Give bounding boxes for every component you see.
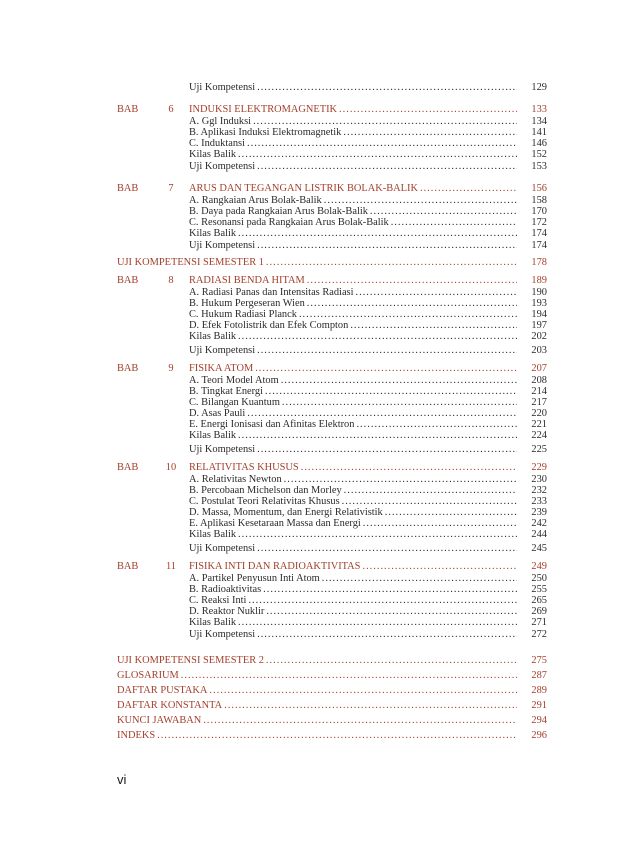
dot-leader: [257, 240, 517, 251]
dot-leader: [266, 654, 517, 668]
toc-entry-title: C. Resonansi pada Rangkaian Arus Bolak-Balik: [189, 217, 389, 228]
dot-leader: [265, 386, 517, 397]
toc-entry-title: B. Hukum Pergeseran Wien: [189, 298, 305, 309]
chapter-number: 10: [165, 462, 177, 473]
dot-leader: [266, 256, 517, 270]
dot-leader: [299, 309, 517, 320]
toc-page-number: 239: [531, 507, 547, 518]
dot-leader: [157, 729, 517, 743]
dot-leader: [362, 560, 517, 574]
toc-entry-title: Uji Kompetensi: [189, 82, 256, 93]
dot-leader: [301, 461, 517, 475]
toc-entry-title: A. Partikel Penyusun Inti Atom: [189, 573, 320, 584]
toc-page-number: 272: [531, 629, 547, 640]
toc-page-number: 217: [531, 397, 547, 408]
toc-subsection-row: [0, 474, 638, 485]
toc-entry-title: Kilas Balik: [189, 149, 237, 160]
chapter-number: 6: [168, 104, 174, 115]
dot-leader: [257, 444, 517, 455]
toc-subsection-row: [0, 375, 638, 386]
dot-leader: [322, 573, 517, 584]
toc-subsection-row: [0, 331, 638, 342]
toc-page-number: 221: [531, 419, 547, 430]
dot-leader: [181, 669, 517, 683]
toc-subsection-row: [0, 485, 638, 496]
toc-entry-title: Kilas Balik: [189, 617, 237, 628]
dot-leader: [224, 699, 517, 713]
toc-entry-title: C. Induktansi: [189, 138, 245, 149]
toc-section-row: [0, 714, 638, 728]
dot-leader: [253, 116, 517, 127]
toc-page-number: 153: [531, 161, 547, 172]
toc-page-number: 197: [531, 320, 547, 331]
toc-entry-title: C. Bilangan Kuantum: [189, 397, 280, 408]
toc-page-number: 233: [531, 496, 547, 507]
chapter-number: 8: [168, 275, 174, 286]
toc-subsection-row: [0, 138, 638, 149]
dot-leader: [257, 543, 517, 554]
dot-leader: [324, 195, 517, 206]
dot-leader: [282, 397, 517, 408]
toc-page-number: 208: [531, 375, 547, 386]
toc-page-number: 158: [531, 195, 547, 206]
toc-page-number: 242: [531, 518, 547, 529]
toc-subsection-row: [0, 595, 638, 606]
toc-entry-title: E. Aplikasi Kesetaraan Massa dan Energi: [189, 518, 361, 529]
toc-entry-title: INDUKSI ELEKTROMAGNETIK: [189, 104, 338, 115]
toc-entry-title: Uji Kompetensi: [189, 240, 256, 251]
toc-entry-title: B. Tingkat Energi: [189, 386, 263, 397]
chapter-number: 7: [168, 183, 174, 194]
toc-subsection-row: [0, 430, 638, 441]
dot-leader: [238, 430, 517, 441]
toc-subsection-row: [0, 127, 638, 138]
toc-entry-title: ARUS DAN TEGANGAN LISTRIK BOLAK-BALIK: [189, 183, 418, 194]
toc-chapter-row: [0, 103, 638, 117]
toc-subsection-row: [0, 206, 638, 217]
toc-page-number: 250: [531, 573, 547, 584]
toc-entry-title: D. Efek Fotolistrik dan Efek Compton: [189, 320, 349, 331]
toc-entry-title: A. Relativitas Newton: [189, 474, 282, 485]
toc-section-row: [0, 684, 638, 698]
toc-entry-title: DAFTAR KONSTANTA: [117, 700, 223, 711]
toc-entry-title: B. Radioaktivitas: [189, 584, 262, 595]
toc-entry-title: RELATIVITAS KHUSUS: [189, 462, 299, 473]
toc-entry-title: FISIKA ATOM: [189, 363, 254, 374]
chapter-label: BAB: [117, 104, 139, 115]
toc-page-number: 245: [531, 543, 547, 554]
toc-entry-title: B. Aplikasi Induksi Elektromagnetik: [189, 127, 342, 138]
dot-leader: [266, 606, 517, 617]
toc-subsection-row: [0, 397, 638, 408]
toc-page-number: 146: [531, 138, 547, 149]
toc-subsection-row: [0, 82, 638, 93]
dot-leader: [248, 595, 517, 606]
dot-leader: [391, 217, 517, 228]
toc-subsection-row: [0, 320, 638, 331]
toc-entry-title: A. Rangkaian Arus Bolak-Balik: [189, 195, 322, 206]
toc-entry-title: A. Teori Model Atom: [189, 375, 279, 386]
toc-entry-title: C. Reaksi Inti: [189, 595, 247, 606]
toc-chapter-row: [0, 560, 638, 574]
toc-page-number: 296: [531, 730, 547, 741]
toc-page-number: 214: [531, 386, 547, 397]
toc-section-row: [0, 654, 638, 668]
toc-subsection-row: [0, 195, 638, 206]
toc-entry-title: Uji Kompetensi: [189, 161, 256, 172]
dot-leader: [307, 298, 517, 309]
toc-entry-title: RADIASI BENDA HITAM: [189, 275, 305, 286]
toc-page-number: 190: [531, 287, 547, 298]
toc-entry-title: A. Radiasi Panas dan Intensitas Radiasi: [189, 287, 354, 298]
toc-entry-title: DAFTAR PUSTAKA: [117, 685, 208, 696]
dot-leader: [238, 149, 517, 160]
toc-entry-title: A. Ggl Induksi: [189, 116, 252, 127]
toc-subsection-row: [0, 573, 638, 584]
toc-entry-title: Uji Kompetensi: [189, 543, 256, 554]
toc-entry-title: B. Daya pada Rangkaian Arus Bolak-Balik: [189, 206, 368, 217]
dot-leader: [370, 206, 517, 217]
toc-page-number: 232: [531, 485, 547, 496]
toc-subsection-row: [0, 606, 638, 617]
dot-leader: [344, 485, 517, 496]
toc-subsection-row: [0, 149, 638, 160]
toc-page-number: 203: [531, 345, 547, 356]
toc-entry-title: Kilas Balik: [189, 228, 237, 239]
toc-page-number: 269: [531, 606, 547, 617]
toc-subsection-row: [0, 584, 638, 595]
dot-leader: [350, 320, 517, 331]
toc-page-number: 244: [531, 529, 547, 540]
toc-page-number: 229: [531, 462, 547, 473]
dot-leader: [255, 362, 517, 376]
toc-subsection-row: [0, 543, 638, 554]
toc-entry-title: C. Hukum Radiasi Planck: [189, 309, 297, 320]
toc-subsection-row: [0, 629, 638, 640]
chapter-label: BAB: [117, 275, 139, 286]
toc-page-number: 287: [531, 670, 547, 681]
toc-entry-title: Uji Kompetensi: [189, 345, 256, 356]
toc-page-number: 225: [531, 444, 547, 455]
toc-page-number: 224: [531, 430, 547, 441]
toc-subsection-row: [0, 228, 638, 239]
toc-entry-title: Uji Kompetensi: [189, 444, 256, 455]
toc-entry-title: D. Massa, Momentum, dan Energi Relativistik: [189, 507, 383, 518]
dot-leader: [257, 82, 517, 93]
dot-leader: [284, 474, 517, 485]
toc-page-number: 249: [531, 561, 547, 572]
toc-page-number: 202: [531, 331, 547, 342]
toc-page-number: 134: [531, 116, 547, 127]
chapter-label: BAB: [117, 561, 139, 572]
toc-entry-title: UJI KOMPETENSI SEMESTER 2: [117, 655, 264, 666]
dot-leader: [385, 507, 517, 518]
dot-leader: [342, 496, 517, 507]
toc-entry-title: UJI KOMPETENSI SEMESTER 1: [117, 257, 264, 268]
dot-leader: [263, 584, 517, 595]
toc-subsection-row: [0, 161, 638, 172]
toc-page-number: 174: [531, 240, 547, 251]
toc-entry-title: Kilas Balik: [189, 331, 237, 342]
chapter-label: BAB: [117, 462, 139, 473]
toc-page-number: 275: [531, 655, 547, 666]
dot-leader: [238, 331, 517, 342]
dot-leader: [238, 529, 517, 540]
page-number: vi: [117, 772, 127, 787]
chapter-label: BAB: [117, 183, 139, 194]
toc-page-number: 174: [531, 228, 547, 239]
toc-page-number: 271: [531, 617, 547, 628]
dot-leader: [209, 684, 517, 698]
dot-leader: [307, 274, 517, 288]
toc-entry-title: Kilas Balik: [189, 430, 237, 441]
toc-section-row: [0, 669, 638, 683]
toc-section-row: [0, 699, 638, 713]
toc-page-number: 207: [531, 363, 547, 374]
toc-chapter-row: [0, 274, 638, 288]
toc-entry-title: FISIKA INTI DAN RADIOAKTIVITAS: [189, 561, 361, 572]
toc-subsection-row: [0, 444, 638, 455]
toc-section-row: [0, 256, 638, 270]
toc-subsection-row: [0, 287, 638, 298]
toc-page-number: 230: [531, 474, 547, 485]
toc-subsection-row: [0, 617, 638, 628]
toc-entry-title: KUNCI JAWABAN: [117, 715, 202, 726]
toc-page-number: 133: [531, 104, 547, 115]
toc-chapter-row: [0, 182, 638, 196]
toc-page-number: 194: [531, 309, 547, 320]
dot-leader: [363, 518, 517, 529]
toc-subsection-row: [0, 419, 638, 430]
toc-subsection-row: [0, 386, 638, 397]
toc-page-number: 193: [531, 298, 547, 309]
toc-page-number: 289: [531, 685, 547, 696]
toc-entry-title: E. Energi Ionisasi dan Afinitas Elektron: [189, 419, 355, 430]
toc-chapter-row: [0, 461, 638, 475]
toc-subsection-row: [0, 345, 638, 356]
toc-subsection-row: [0, 217, 638, 228]
toc-subsection-row: [0, 298, 638, 309]
toc-subsection-row: [0, 408, 638, 419]
toc-page-number: 291: [531, 700, 547, 711]
chapter-number: 11: [165, 561, 176, 572]
toc-subsection-row: [0, 240, 638, 251]
toc-entry-title: D. Reaktor Nuklir: [189, 606, 265, 617]
chapter-label: BAB: [117, 363, 139, 374]
toc-page-number: 170: [531, 206, 547, 217]
toc-entry-title: Uji Kompetensi: [189, 629, 256, 640]
dot-leader: [356, 419, 517, 430]
toc-page-number: 129: [531, 82, 547, 93]
dot-leader: [257, 629, 517, 640]
toc-page-number: 220: [531, 408, 547, 419]
dot-leader: [238, 228, 517, 239]
dot-leader: [257, 161, 517, 172]
toc-page-number: 152: [531, 149, 547, 160]
toc-entry-title: GLOSARIUM: [117, 670, 179, 681]
toc-entry-title: INDEKS: [117, 730, 156, 741]
dot-leader: [339, 103, 517, 117]
toc-section-row: [0, 729, 638, 743]
dot-leader: [343, 127, 517, 138]
toc-page-number: 189: [531, 275, 547, 286]
dot-leader: [247, 408, 517, 419]
toc-subsection-row: [0, 507, 638, 518]
toc-chapter-row: [0, 362, 638, 376]
toc-page-number: 141: [531, 127, 547, 138]
toc-subsection-row: [0, 116, 638, 127]
toc-entry-title: B. Percobaan Michelson dan Morley: [189, 485, 342, 496]
dot-leader: [257, 345, 517, 356]
dot-leader: [247, 138, 517, 149]
dot-leader: [238, 617, 517, 628]
toc-entry-title: Kilas Balik: [189, 529, 237, 540]
toc-page-number: 265: [531, 595, 547, 606]
toc-subsection-row: [0, 496, 638, 507]
dot-leader: [420, 182, 517, 196]
toc-subsection-row: [0, 309, 638, 320]
dot-leader: [356, 287, 518, 298]
toc-page-number: 178: [531, 257, 547, 268]
toc-page-number: 255: [531, 584, 547, 595]
dot-leader: [203, 714, 517, 728]
chapter-number: 9: [168, 363, 174, 374]
toc-page-number: 294: [531, 715, 547, 726]
toc-entry-title: C. Postulat Teori Relativitas Khusus: [189, 496, 340, 507]
toc-entry-title: D. Asas Pauli: [189, 408, 246, 419]
toc-page-number: 172: [531, 217, 547, 228]
toc-subsection-row: [0, 529, 638, 540]
dot-leader: [281, 375, 517, 386]
toc-subsection-row: [0, 518, 638, 529]
toc-page-number: 156: [531, 183, 547, 194]
